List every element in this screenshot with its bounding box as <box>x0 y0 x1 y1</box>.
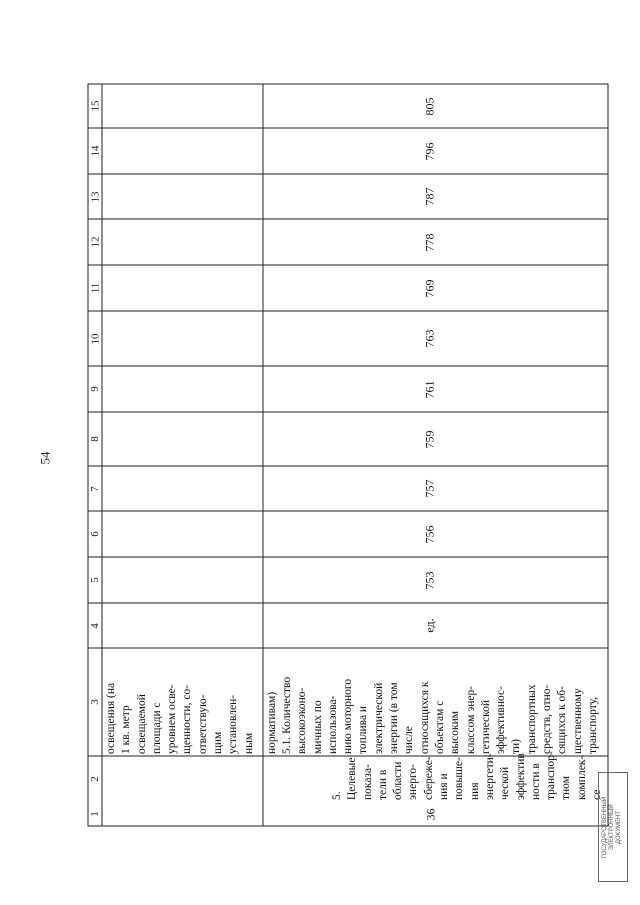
col-header-5: 5 <box>89 577 101 583</box>
row-36-indicator-text: 5.1. Количество высокоэконо- мичных по использова- нию моторного топлива и электрической энергии (в том числе относящихся к объектам с высоким классом энер- гетической эффективнос- ти) транспортных средств, отно- сящихся к об- щественному транспорту, <box>281 676 599 754</box>
col-header-6: 6 <box>89 531 101 537</box>
value-col-11: 769 <box>422 279 437 297</box>
prev-row-indicator-text-end: нормативам) <box>266 691 278 754</box>
row-36-section-text: 5. Целевые показа- тели в области энерго- сбереже- ния и повыше- ния энергети- ческой эффектив ности в транспор- тном комплек- се <box>331 751 604 800</box>
col-header-15: 15 <box>89 100 101 112</box>
col-header-9: 9 <box>89 386 101 392</box>
value-col-15: 805 <box>422 97 437 115</box>
col-header-8: 8 <box>89 436 101 442</box>
col-header-14: 14 <box>89 145 101 157</box>
col-header-7: 7 <box>89 485 101 492</box>
col-header-11: 11 <box>89 282 101 294</box>
value-col-12: 778 <box>422 233 437 251</box>
value-col-7: 757 <box>422 479 437 498</box>
value-col-14: 796 <box>422 142 437 160</box>
value-col-5: 753 <box>422 571 437 589</box>
col-header-2: 2 <box>89 776 101 782</box>
value-col-9: 761 <box>422 380 437 398</box>
row-36-unit: ед. <box>422 618 437 633</box>
col-header-1: 1 <box>89 811 101 817</box>
value-col-6: 756 <box>422 525 437 543</box>
col-header-4: 4 <box>89 622 101 629</box>
value-col-10: 763 <box>422 329 437 348</box>
value-col-13: 787 <box>422 187 437 206</box>
value-col-8: 759 <box>422 430 437 448</box>
col-header-10: 10 <box>89 333 101 344</box>
row-36-number: 36 <box>423 808 438 820</box>
col-header-13: 13 <box>89 191 101 202</box>
col-header-12: 12 <box>89 236 101 248</box>
document-stamp: ГОСУДАРСТВЕННЫЙ ЭЛЕКТРОННЫЙ ДОКУМЕНТ <box>598 772 628 882</box>
prev-row-indicator-text: освещения (на 1 кв. метр освещаемой площади с уровнем осве- щенности, со- ответствую- щим установлен- ным <box>105 682 255 754</box>
col-header-3: 3 <box>89 699 101 705</box>
page-number: 54 <box>37 451 52 465</box>
